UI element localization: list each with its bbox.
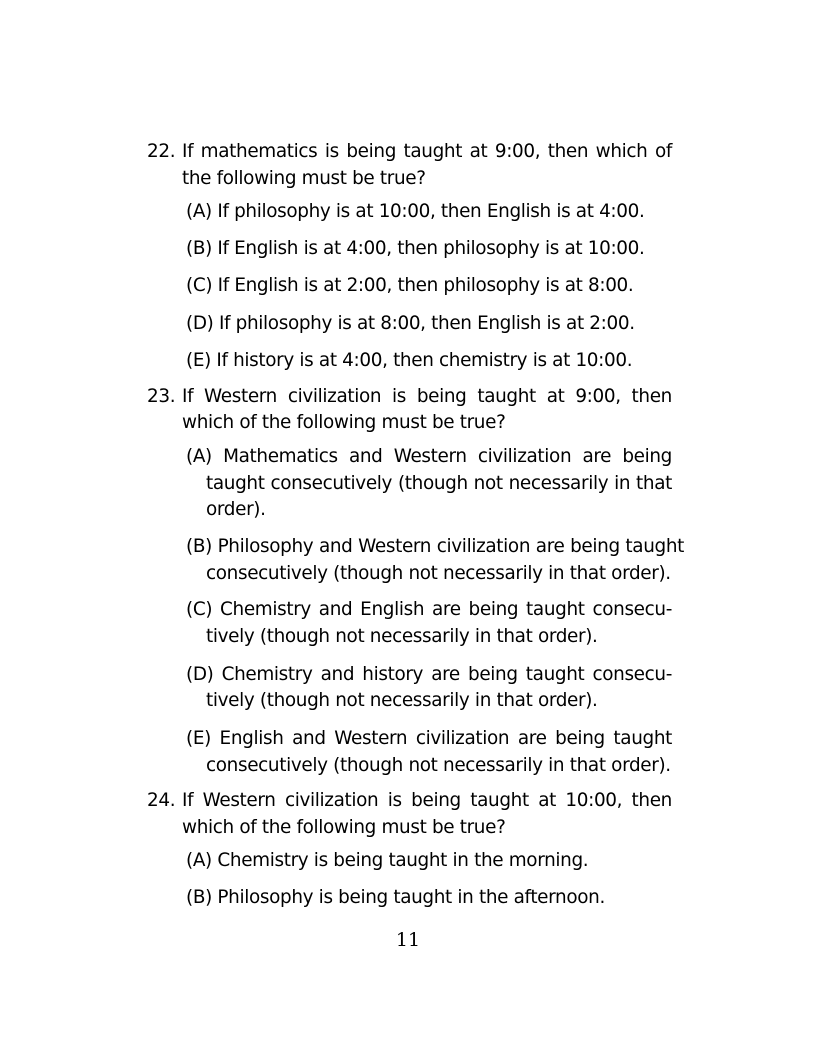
option-text: Mathematics and Western civilization are being [223, 446, 672, 467]
option-label: (C) [186, 599, 213, 620]
option-text: If history is at 4:00, then chemistry is at 10:00. [216, 350, 633, 371]
question-stem-line: If Western civilization is being taught at 10:00, then [182, 790, 672, 811]
option-label: (B) [186, 238, 212, 259]
option-text: Chemistry is being taught in the morning. [217, 850, 589, 871]
option-text: consecutively (though not necessarily in that order). [206, 563, 671, 584]
question-stem-line: which of the following must be true? [182, 817, 506, 838]
option-text: Philosophy is being taught in the afternoon. [217, 887, 605, 908]
option-label: (A) [186, 850, 212, 871]
question-stem-line: If mathematics is being taught at 9:00, then which of [182, 141, 672, 162]
option-label: (D) [186, 313, 214, 334]
option-text: tively (though not necessarily in that order). [206, 690, 598, 711]
option-text: If philosophy is at 10:00, then English is at 4:00. [217, 201, 645, 222]
option-label: (E) [186, 350, 211, 371]
option-text: tively (though not necessarily in that order). [206, 626, 598, 647]
question-number: 23. [147, 386, 176, 407]
option-label: (C) [186, 275, 213, 296]
option-text: English and Western civilization are being taught [219, 728, 673, 749]
option-label: (A) [186, 201, 212, 222]
option-text: taught consecutively (though not necessarily in that [206, 473, 672, 494]
option-text: If English is at 4:00, then philosophy is at 10:00. [217, 238, 645, 259]
option-label: (D) [186, 664, 214, 685]
option-text: Chemistry and history are being taught consecu- [221, 664, 673, 685]
option-text: If philosophy is at 8:00, then English is at 2:00. [218, 313, 635, 334]
option-text: Chemistry and English are being taught consecu- [220, 599, 672, 620]
option-label: (A) [186, 446, 212, 467]
question-number: 22. [147, 141, 176, 162]
question-stem-line: which of the following must be true? [182, 412, 506, 433]
option-label: (E) [186, 728, 211, 749]
question-stem-line: the following must be true? [182, 168, 426, 189]
page-number: 11 [395, 929, 421, 951]
option-label: (B) [186, 887, 212, 908]
option-text: Philosophy and Western civilization are being taught [217, 536, 684, 557]
option-text: order). [206, 499, 266, 520]
option-text: If English is at 2:00, then philosophy is at 8:00. [217, 275, 634, 296]
question-stem-line: If Western civilization is being taught at 9:00, then [182, 386, 672, 407]
question-number: 24. [147, 790, 176, 811]
option-text: consecutively (though not necessarily in that order). [206, 755, 671, 776]
option-label: (B) [186, 536, 212, 557]
